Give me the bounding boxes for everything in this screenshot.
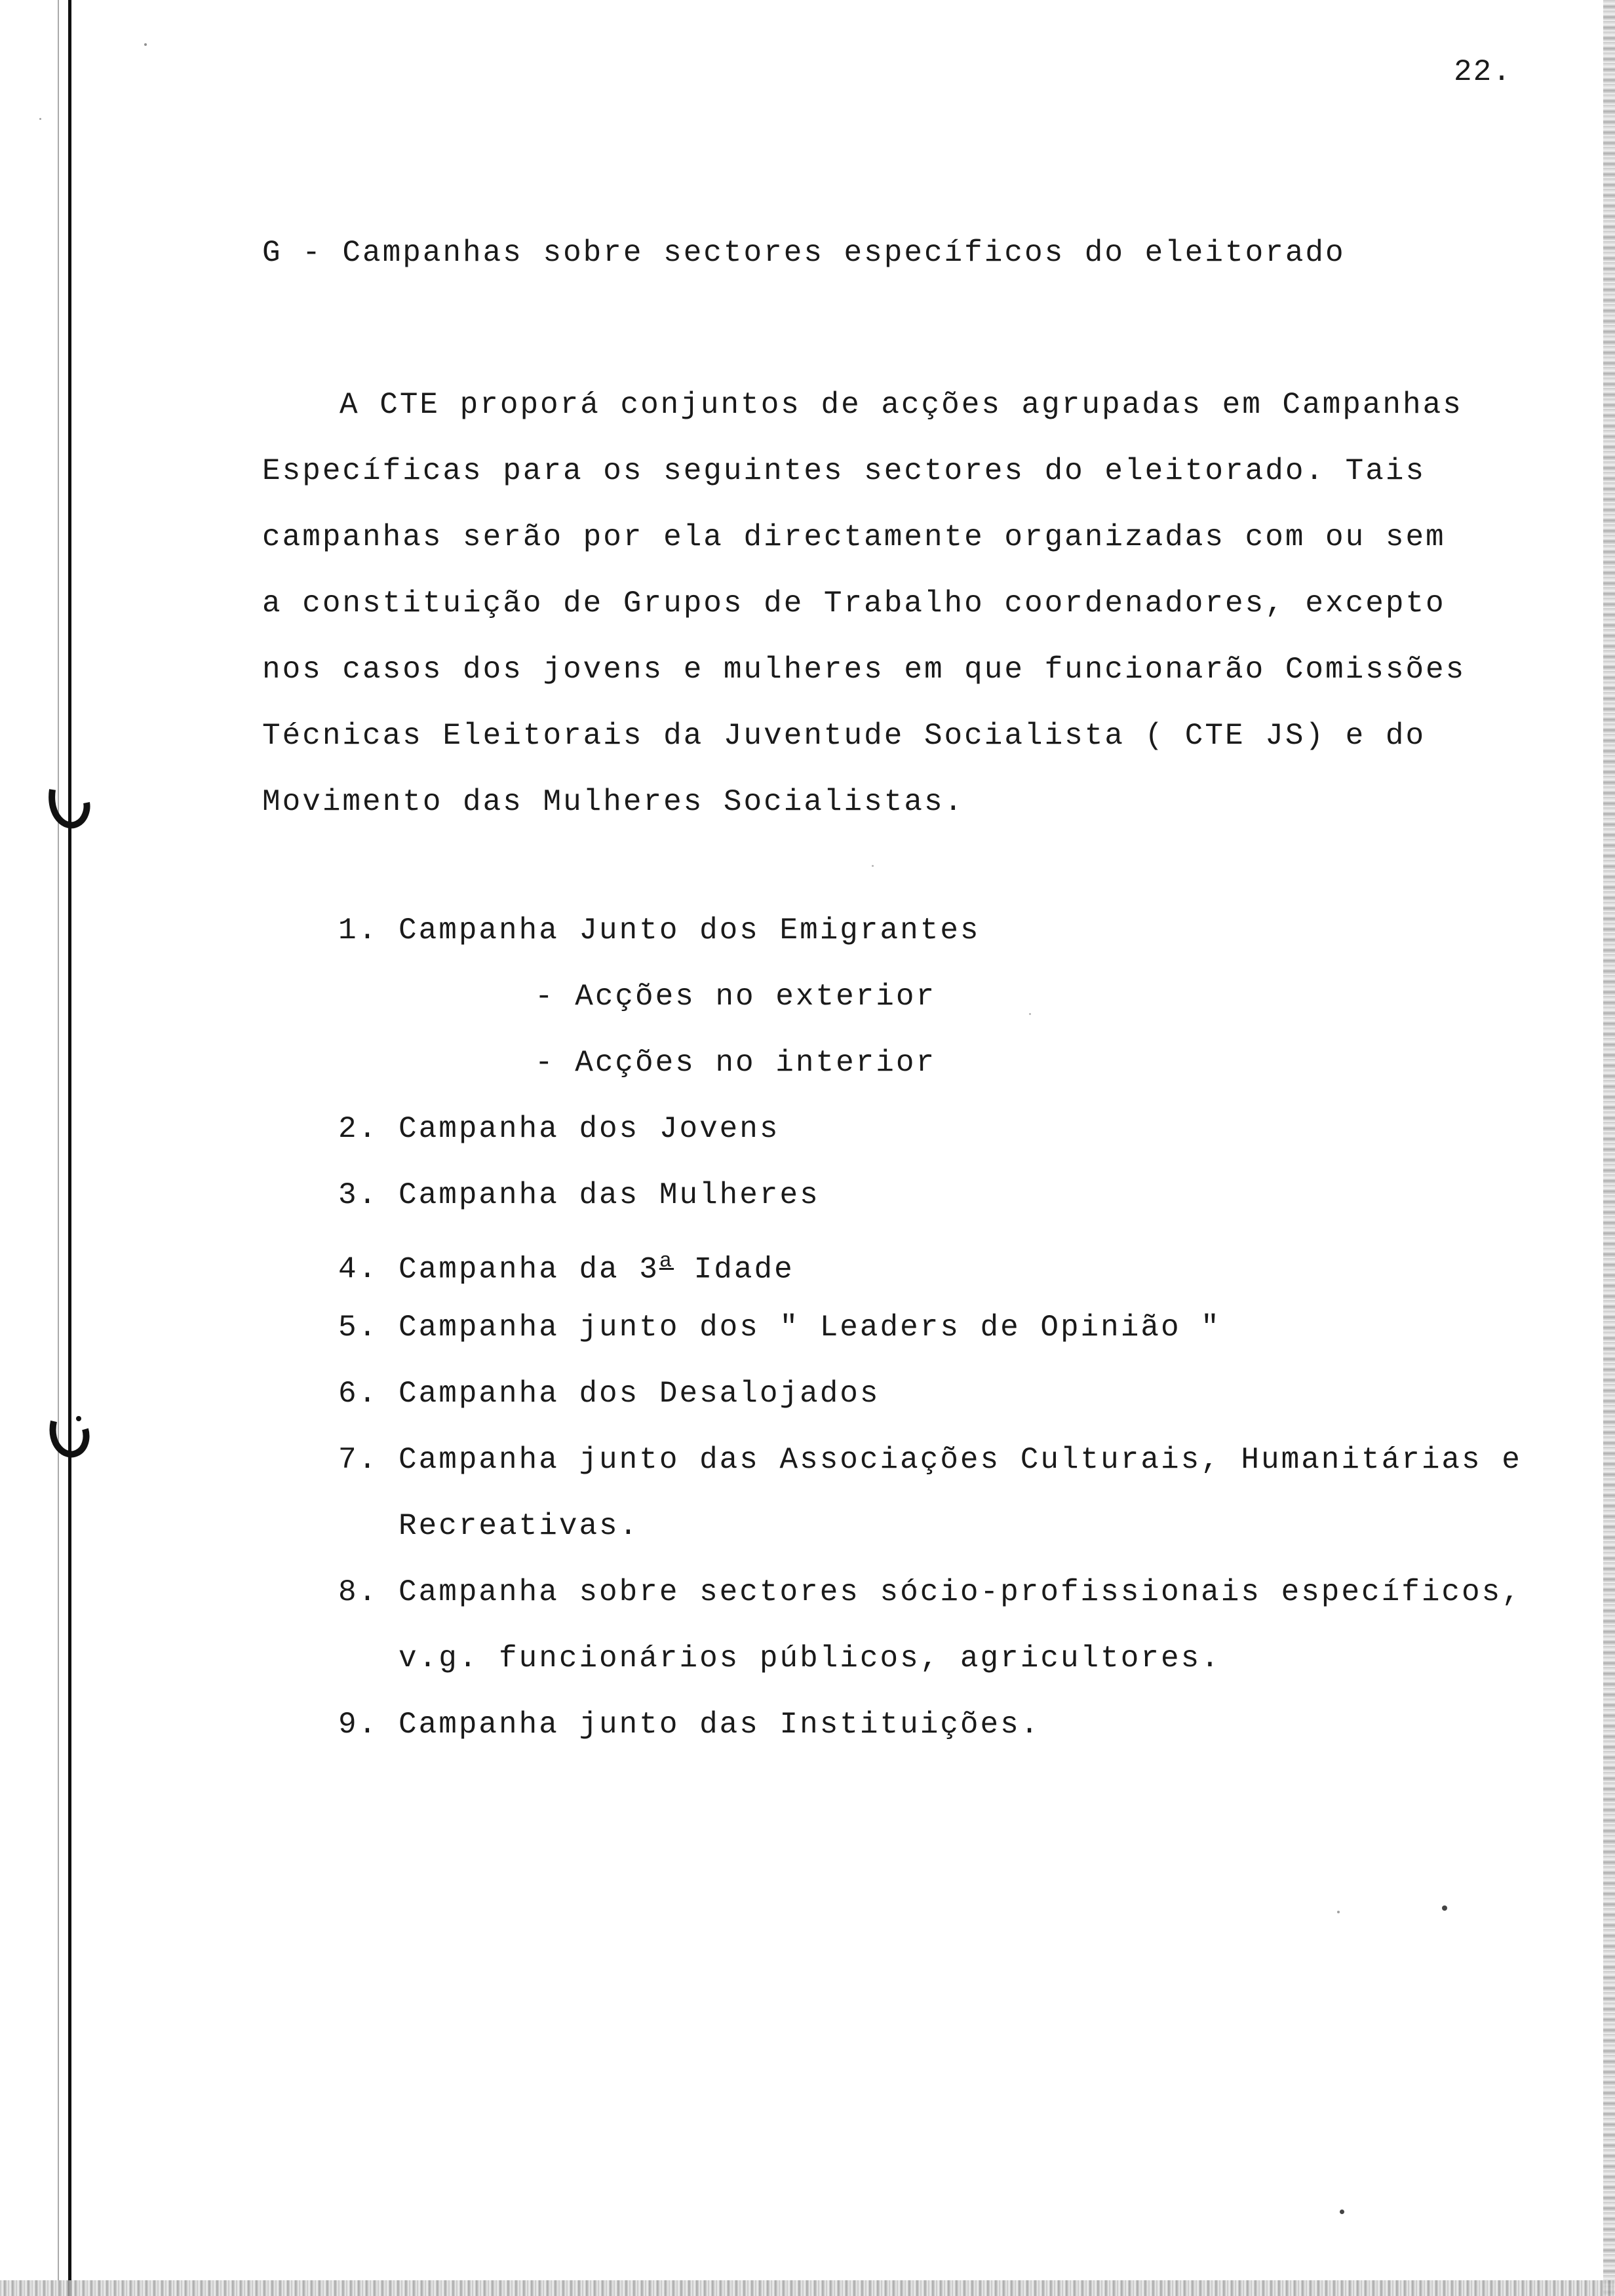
scan-speck	[872, 865, 874, 867]
punch-hole-icon	[46, 1412, 92, 1464]
list-item	[338, 1242, 1522, 1308]
item-text: Campanha junto dos " Leaders de Opinião "	[399, 1311, 1221, 1345]
list-item	[338, 1109, 1522, 1176]
sub-list-item: - Acções no exterior	[535, 980, 937, 1014]
list-item	[338, 1573, 1522, 1639]
page-number: 22.	[1454, 55, 1512, 89]
item-number: 2.	[338, 1112, 379, 1146]
list-item	[338, 1705, 1522, 1771]
item-text: Campanha dos Desalojados	[399, 1377, 880, 1411]
list-item	[338, 1440, 1522, 1506]
paragraph-line: A CTE proporá conjuntos de acções agrupadas em Campanhas	[340, 388, 1463, 422]
item-number: 1.	[338, 913, 379, 947]
scan-right-edge	[1603, 0, 1615, 2296]
scan-bottom-edge	[0, 2280, 1615, 2296]
section-heading: G - Campanhas sobre sectores específicos do eleitorado	[262, 236, 1346, 270]
scan-margin-shadow	[58, 0, 59, 2296]
item-text: Campanha dos Jovens	[399, 1112, 780, 1146]
item-text: Campanha sobre sectores sócio-profissionais específicos,	[399, 1575, 1522, 1609]
paragraph-line: a constituição de Grupos de Trabalho coordenadores, excepto	[262, 586, 1446, 621]
scan-speck	[1340, 2210, 1344, 2214]
item-number: 4.	[338, 1252, 379, 1287]
paragraph-line: nos casos dos jovens e mulheres em que funcionarão Comissões	[262, 653, 1466, 687]
list-item	[338, 1308, 1522, 1374]
item-number: 9.	[338, 1708, 379, 1742]
scan-speck	[144, 43, 147, 46]
item-number: 7.	[338, 1443, 379, 1477]
item-text: Campanha da 3	[399, 1252, 659, 1287]
item-text: Campanha junto das Instituições.	[399, 1708, 1041, 1742]
scan-speck	[1337, 1911, 1340, 1913]
scan-speck	[1442, 1905, 1447, 1911]
item-number: 6.	[338, 1377, 379, 1411]
paragraph-line: Técnicas Eleitorais da Juventude Socialista ( CTE JS) e do	[262, 719, 1426, 753]
list-item	[338, 1374, 1522, 1440]
list-item-continuation: Recreativas.	[399, 1509, 640, 1543]
ordinal-superscript: a	[659, 1249, 674, 1273]
punch-hole-icon	[46, 783, 92, 835]
binding-margin-line	[68, 0, 71, 2296]
item-text: Idade	[674, 1252, 794, 1287]
scan-speck	[1029, 1013, 1031, 1015]
intro-paragraph	[262, 385, 1466, 849]
item-number: 8.	[338, 1575, 379, 1609]
item-text: Campanha Junto dos Emigrantes	[399, 913, 981, 947]
paragraph-line: Movimento das Mulheres Socialistas.	[262, 785, 965, 819]
list-item-continuation: v.g. funcionários públicos, agricultores.	[399, 1641, 1221, 1675]
scan-speck	[39, 118, 41, 120]
campaign-list	[338, 911, 1522, 1771]
sub-list-item: - Acções no interior	[535, 1046, 937, 1080]
list-item	[338, 1176, 1522, 1242]
paragraph-line: Específicas para os seguintes sectores do eleitorado. Tais	[262, 454, 1426, 488]
item-text: Campanha junto das Associações Culturais, Humanitárias e	[399, 1443, 1522, 1477]
item-text: Campanha das Mulheres	[399, 1178, 820, 1212]
item-number: 5.	[338, 1311, 379, 1345]
paragraph-line: campanhas serão por ela directamente organizadas com ou sem	[262, 520, 1446, 554]
item-number: 3.	[338, 1178, 379, 1212]
list-item	[338, 911, 1522, 977]
